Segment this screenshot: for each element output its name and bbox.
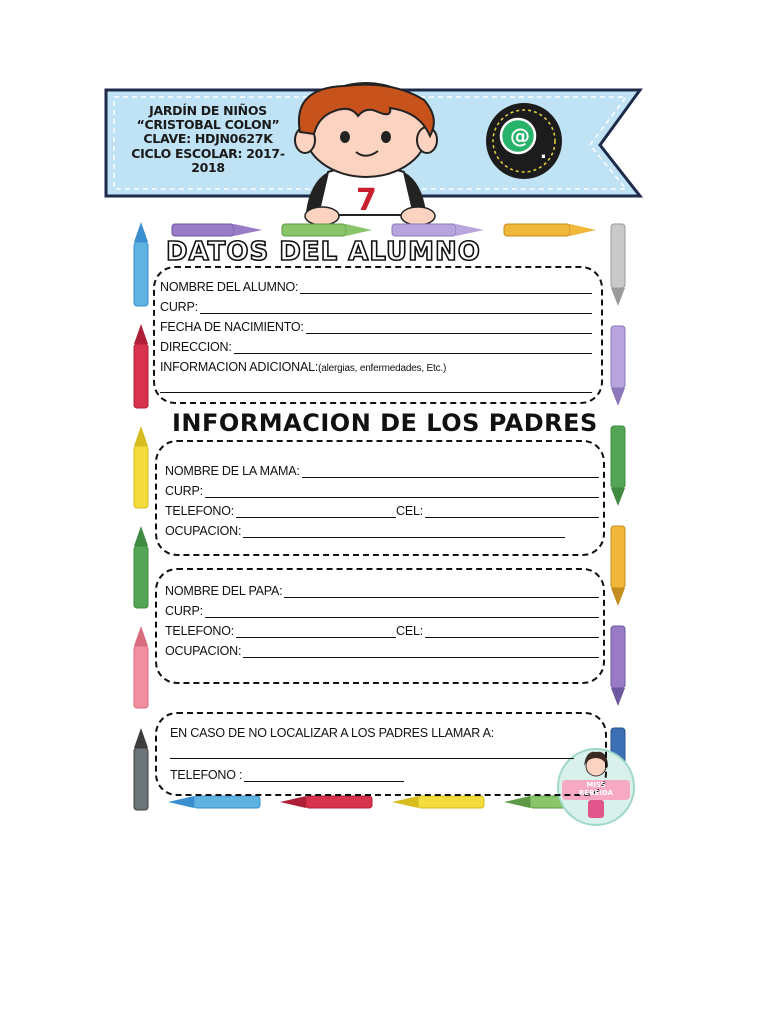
field-info-adicional[interactable]	[160, 360, 592, 374]
crayon-left-pink-icon	[134, 626, 148, 708]
crayon-left-blue-icon	[134, 222, 148, 306]
crayon-right-orange-icon	[611, 526, 625, 606]
school-logo-icon	[486, 103, 562, 179]
field-telefono-papa[interactable]	[165, 624, 599, 638]
label-curp-mama: CURP:	[165, 484, 203, 498]
crayon-top-orange-icon	[504, 224, 596, 236]
boy-character-icon	[295, 83, 437, 225]
field-curp-mama[interactable]	[165, 484, 599, 498]
crayon-bottom-red-icon	[280, 796, 372, 808]
input-line-nombre-papa[interactable]	[284, 586, 599, 598]
label-nombre-mama: NOMBRE DE LA MAMA:	[165, 464, 300, 478]
field-nombre-mama[interactable]	[165, 464, 599, 478]
school-key: CLAVE: HDJN0627K	[143, 131, 273, 146]
input-line-ocupacion-papa[interactable]	[243, 646, 599, 658]
school-cycle: CICLO ESCOLAR: 2017-	[131, 146, 285, 161]
input-line-telefono-papa[interactable]	[236, 626, 396, 638]
label-direccion: DIRECCION:	[160, 340, 232, 354]
label-curp-alumno: CURP:	[160, 300, 198, 314]
input-line-direccion[interactable]	[234, 342, 592, 354]
field-telefono-emergency[interactable]	[170, 768, 404, 782]
field-nombre-alumno[interactable]	[160, 280, 592, 294]
label-emergency: EN CASO DE NO LOCALIZAR A LOS PADRES LLAMAR A:	[170, 726, 495, 740]
logo-text	[562, 781, 630, 797]
crayon-left-red-icon	[134, 324, 148, 408]
crayon-right-gray-icon	[611, 224, 625, 306]
field-direccion[interactable]	[160, 340, 592, 354]
label-nombre-papa: NOMBRE DEL PAPA:	[165, 584, 283, 598]
field-curp-papa[interactable]	[165, 604, 599, 618]
input-line-curp-mama[interactable]	[205, 486, 599, 498]
label-cel-mama: CEL:	[396, 504, 424, 518]
label-ocupacion-papa: OCUPACION:	[165, 644, 242, 658]
svg-text:7: 7	[356, 183, 377, 218]
label-nombre-alumno: NOMBRE DEL ALUMNO:	[160, 280, 299, 294]
section-title-padres: INFORMACION DE LOS PADRES	[172, 409, 598, 437]
crayon-bottom-blue-icon	[168, 796, 260, 808]
crayon-left-gray-icon	[134, 728, 148, 810]
crayon-top-lavender-icon	[392, 224, 484, 236]
field-ocupacion-papa[interactable]	[165, 644, 599, 658]
field-nombre-papa[interactable]	[165, 584, 599, 598]
input-line-info-adicional[interactable]	[160, 392, 592, 393]
crayon-left-green-icon	[134, 526, 148, 608]
field-telefono-mama[interactable]	[165, 504, 599, 518]
svg-text:@: @	[510, 124, 530, 148]
svg-text:.: .	[540, 142, 547, 163]
input-line-curp-papa[interactable]	[205, 606, 599, 618]
emergency-box	[155, 712, 607, 796]
school-cycle-year: 2018	[191, 160, 225, 175]
logo-text-line1: MISS	[586, 781, 606, 789]
label-fecha-nacimiento: FECHA DE NACIMIENTO:	[160, 320, 304, 334]
input-line-telefono-mama[interactable]	[236, 506, 396, 518]
input-line-telefono-emergency[interactable]	[244, 770, 404, 782]
label-telefono-emergency: TELEFONO :	[170, 768, 243, 782]
label-ocupacion-mama: OCUPACION:	[165, 524, 242, 538]
field-ocupacion-mama[interactable]	[165, 524, 565, 538]
crayon-top-purple-icon	[172, 224, 262, 236]
label-info-adicional: INFORMACION ADICIONAL:	[160, 360, 319, 374]
section-title-alumno: DATOS DEL ALUMNO	[166, 237, 481, 267]
input-line-fecha-nacimiento[interactable]	[306, 322, 592, 334]
mama-box	[155, 440, 605, 556]
input-line-nombre-alumno[interactable]	[300, 282, 592, 294]
field-fecha-nacimiento[interactable]	[160, 320, 592, 334]
label-cel-papa: CEL:	[396, 624, 424, 638]
crayon-right-purple-icon	[611, 626, 625, 706]
crayon-top-green-icon	[282, 224, 372, 236]
field-curp-alumno[interactable]	[160, 300, 592, 314]
crayon-right-lavender-icon	[611, 326, 625, 406]
label-telefono-mama: TELEFONO:	[165, 504, 235, 518]
logo-text-line2: REBEIDA	[578, 789, 614, 797]
info-adicional-note: (alergias, enfermedades, Etc.)	[318, 363, 447, 374]
crayon-right-green-icon	[611, 426, 625, 506]
input-line-ocupacion-mama[interactable]	[243, 526, 565, 538]
input-line-nombre-mama[interactable]	[302, 466, 599, 478]
crayon-left-yellow-icon	[134, 426, 148, 508]
input-line-cel-mama[interactable]	[425, 506, 599, 518]
school-name-label: JARDÍN DE NIÑOS	[149, 103, 267, 118]
input-line-curp-alumno[interactable]	[200, 302, 592, 314]
input-line-emergency-name[interactable]	[170, 758, 574, 759]
label-telefono-papa: TELEFONO:	[165, 624, 235, 638]
input-line-cel-papa[interactable]	[425, 626, 599, 638]
school-name-value: “CRISTOBAL COLON”	[136, 117, 280, 132]
emergency-text	[170, 726, 494, 740]
label-curp-papa: CURP:	[165, 604, 203, 618]
crayon-bottom-yellow-icon	[392, 796, 484, 808]
